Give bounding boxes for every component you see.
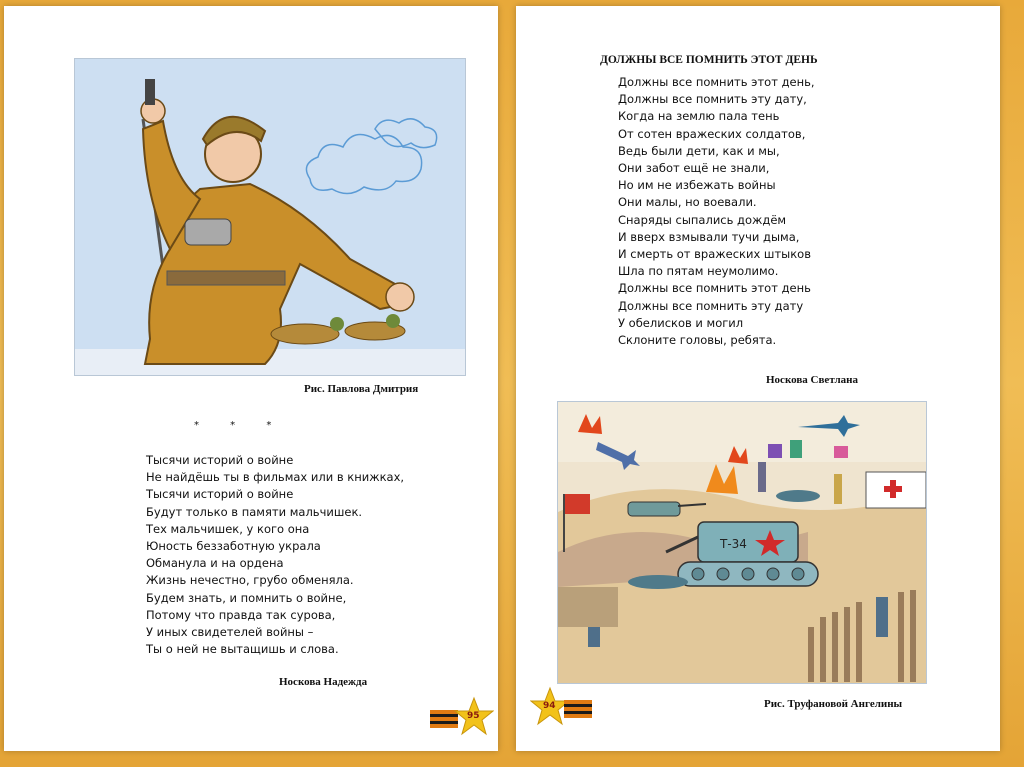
poem-line: Тех мальчишек, у кого она <box>146 521 310 536</box>
page-number-badge <box>530 686 594 726</box>
right-illustration-caption: Рис. Труфановой Ангелины <box>764 698 903 710</box>
right-poem <box>618 74 815 349</box>
poem-line: Снаряды сыпались дождём <box>618 212 787 227</box>
poem-line: Должны все помнить эту дату, <box>618 92 807 107</box>
poem-line: Должны все помнить этот день, <box>618 75 815 89</box>
tank-label: Т-34 <box>720 537 747 551</box>
poem-line: И вверх взмывали тучи дыма, <box>618 229 800 244</box>
poem-line: Они забот ещё не знали, <box>618 161 770 176</box>
poem-title: ДОЛЖНЫ ВСЕ ПОМНИТЬ ЭТОТ ДЕНЬ <box>600 54 818 66</box>
soldier-drawing-svg <box>75 59 466 376</box>
poem-line: У обелисков и могил <box>618 315 744 330</box>
poem-line: Не найдёшь ты в фильмах или в книжках, <box>146 470 405 485</box>
poem-line: Когда на землю пала тень <box>618 109 780 124</box>
poem-line: Юность беззаботную украла <box>146 539 321 554</box>
poem-line: Жизнь нечестно, грубо обменяла. <box>146 573 354 588</box>
right-page <box>516 6 1000 751</box>
st-george-ribbon-icon <box>530 686 594 726</box>
poem-line: Тысячи историй о войне <box>146 453 294 467</box>
poem-line: Потому что правда так сурова, <box>146 607 336 622</box>
left-poem <box>146 452 404 658</box>
poem-line: Они малы, но воевали. <box>618 195 757 210</box>
st-george-ribbon-icon <box>430 696 494 736</box>
poem-line: Обманула и на ордена <box>146 556 284 571</box>
poem-line: Но им не избежать войны <box>618 178 776 193</box>
battle-drawing <box>557 401 927 684</box>
page-number-badge <box>430 696 494 736</box>
page-number: 94 <box>543 701 556 711</box>
poem-line: Будут только в памяти мальчишек. <box>146 504 363 519</box>
poem-line: Должны все помнить эту дату <box>618 298 804 313</box>
battle-drawing-svg <box>558 402 927 684</box>
left-author: Носкова Надежда <box>279 676 368 688</box>
poem-line: Ты о ней не вытащишь и слова. <box>146 642 339 657</box>
poem-line: Склоните головы, ребята. <box>618 333 777 348</box>
poem-line: От сотен вражеских солдатов, <box>618 126 806 141</box>
poem-line: Тысячи историй о войне <box>146 487 294 502</box>
poem-line: Должны все помнить этот день <box>618 281 811 296</box>
poem-line: Шла по пятам неумолимо. <box>618 264 779 279</box>
soldier-drawing <box>74 58 466 376</box>
page-number: 95 <box>467 711 480 721</box>
right-author: Носкова Светлана <box>766 374 858 386</box>
poem-line: У иных свидетелей войны – <box>146 625 314 640</box>
poem-line: Будем знать, и помнить о войне, <box>146 590 347 605</box>
section-separator: * * * <box>194 420 286 431</box>
poem-line: И смерть от вражеских штыков <box>618 247 811 262</box>
left-illustration-caption: Рис. Павлова Дмитрия <box>304 383 419 395</box>
left-page <box>4 6 498 751</box>
poem-line: Ведь были дети, как и мы, <box>618 143 780 158</box>
